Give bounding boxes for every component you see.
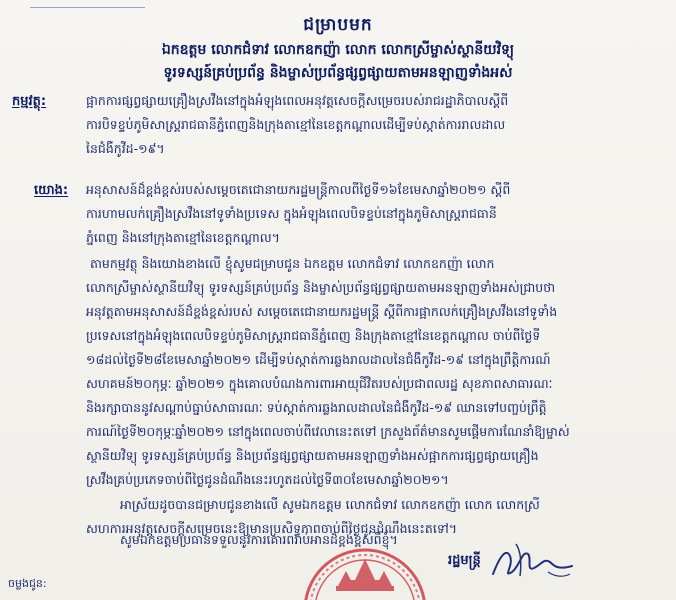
body-line: សហការអនុវត្តសេចក្តីសម្រេចនេះឱ្យមានប្រសិទ្ធភាពចាប់ពីថ្ងៃជូនដំណឹងនេះតទៅ។ [86,521,457,536]
subject-line: ការបិទខ្ទប់ភូមិសាស្ត្ររាជធានីភ្នំពេញនិងក្រុងតាខ្មៅនៃខេត្តកណ្តាលដើម្បីទប់ស្កាត់ការរាលដាល [86,117,506,132]
subject-line: ផ្អាកការផ្សព្វផ្សាយគ្រឿងស្រវឹងនៅក្នុងអំឡុងពេលអនុវត្តសេចក្តីសម្រេចរបស់រាជរដ្ឋាភិបាលស្តីពី [86,93,509,108]
body-line: អាស្រ័យដូចបានជម្រាបជូនខាងលើ សូមឯកឧត្តម លោកជំទាវ លោកឧកញ៉ា លោក លោកស្រី [120,497,540,512]
body-line: សូមឯកឧត្តមប្រធានទទួលនូវការគោរពរាប់អានដ៏ខ្ពង់ខ្ពស់ពីខ្ញុំ។ [120,532,398,547]
body-line: ១៨ដល់ថ្ងៃទី២៨ខែមេសាឆ្នាំ២០២១ ដើម្បីទប់ស្កាត់ការឆ្លងរាលដាលនៃជំងឺកូវីដ-១៩ នៅក្នុងព្រឹត្តិការណ៍ [86,352,551,367]
body-line: តាមកម្មវត្ថុ និងយោងខាងលើ ខ្ញុំសូមជម្រាបជូន ឯកឧត្តម លោកជំទាវ លោកឧកញ៉ា លោក [90,256,495,271]
body-line: លោកស្រីម្ចាស់ស្ថានីយវិទ្យុ ទូរទស្សន៍គ្រប់ប្រព័ន្ធ និងម្ចាស់ប្រព័ន្ធផ្សព្វផ្សាយតាមអនឡាញទាំងអស់ជ្រាបថា [86,280,556,295]
reference-label: យោង: [34,183,69,198]
body-line: ការណ៍ថ្ងៃទី២០កុម្ភៈឆ្នាំ២០២១ នៅក្នុងពេលចាប់ពីវេលានេះតទៅ ក្រសួងព័ត៌មានសូមផ្តើមការណែនាំឱ្យម្ចាស់ [86,424,570,439]
reference-line: ការហាមលក់គ្រឿងស្រវឹងនៅទូទាំងប្រទេស ក្នុងអំឡុងពេលបិទខ្ទប់នៅក្នុងភូមិសាស្ត្ររាជធានី [86,206,497,221]
cc-label: ចម្លងជូន: [8,577,47,590]
signatory-title: រដ្ឋមន្ត្រី [448,553,481,568]
reference-text [86,178,666,250]
subject-text [86,89,666,161]
body-paragraph-1 [12,252,666,492]
subject-label: កម្មវត្ថុ: [12,94,47,109]
body-line: អនុវត្តតាមអនុសាសន៍ដ៏ខ្ពង់ខ្ពស់របស់ សម្តេចតេជោនាយករដ្ឋមន្ត្រី ស្តីពីការផ្អាកលក់គ្រឿងស្រវឹងនៅទូទាំង [86,304,558,319]
recipients-line-2: ទូរទស្សន៍គ្រប់ប្រព័ន្ធ និងម្ចាស់ប្រព័ន្ធផ្សព្វផ្សាយតាមអនឡាញទាំងអស់ [163,65,513,81]
body-line: សហគមន៍២០កុម្ភៈ ឆ្នាំ២០២១ ក្នុងគោលបំណងការពារអាយុជីវិតរបស់ប្រជាពលរដ្ឋ សុខភាពសាធារណៈ [86,376,553,391]
body-line: ស្ថានីយវិទ្យុ ទូរទស្សន៍គ្រប់ប្រព័ន្ធ និងប្រព័ន្ធផ្សព្វផ្សាយតាមអនឡាញទាំងអស់ផ្អាកការផ្សព្វផ្សាយគ្រឿង [86,448,539,463]
salutation-heading: ជម្រាបមក [303,15,373,35]
body-line: ស្រវឹងគ្រប់ប្រភេទចាប់ពីថ្ងៃជូនដំណឹងនេះរហូតដល់ថ្ងៃទី៣០ខែមេសាឆ្នាំ២០២១។ [86,472,449,487]
official-seal-icon [300,545,430,600]
reference-line: ភ្នំពេញ និងនៅក្រុងតាខ្មៅនៃខេត្តកណ្តាល។ [86,230,280,245]
subject-line: នៃជំងឺកូវីដ-១៩។ [86,141,165,156]
letterhead-strip [30,0,145,8]
handwritten-signature-icon [488,536,578,586]
reference-line: អនុសាសន៍ដ៏ខ្ពង់ខ្ពស់របស់សម្តេចតេជោនាយករដ្ឋមន្ត្រីកាលពីថ្ងៃទី១៦ខែមេសាឆ្នាំ២០២១ ស្តីពី [86,182,511,197]
recipients-line-1: ឯកឧត្តម លោកជំទាវ លោកឧកញ៉ា លោក លោកស្រីម្ចាស់ស្ថានីយវិទ្យុ [161,42,515,58]
body-line: និងរក្សាបាននូវសណ្តាប់ធ្នាប់សាធារណៈ ទប់ស្កាត់ការឆ្លងរាលដាលនៃជំងឺកូវីដ-១៩ ឈានទៅបញ្ចប់ព្រឹត្តិ [86,400,547,415]
body-line: ប្រទេសនៅក្នុងអំឡុងពេលបិទខ្ទប់ភូមិសាស្ត្ររាជធានីភ្នំពេញ និងក្រុងតាខ្មៅនៃខេត្តកណ្តាល ចាប់ពីថ្ងៃទី [86,328,541,343]
